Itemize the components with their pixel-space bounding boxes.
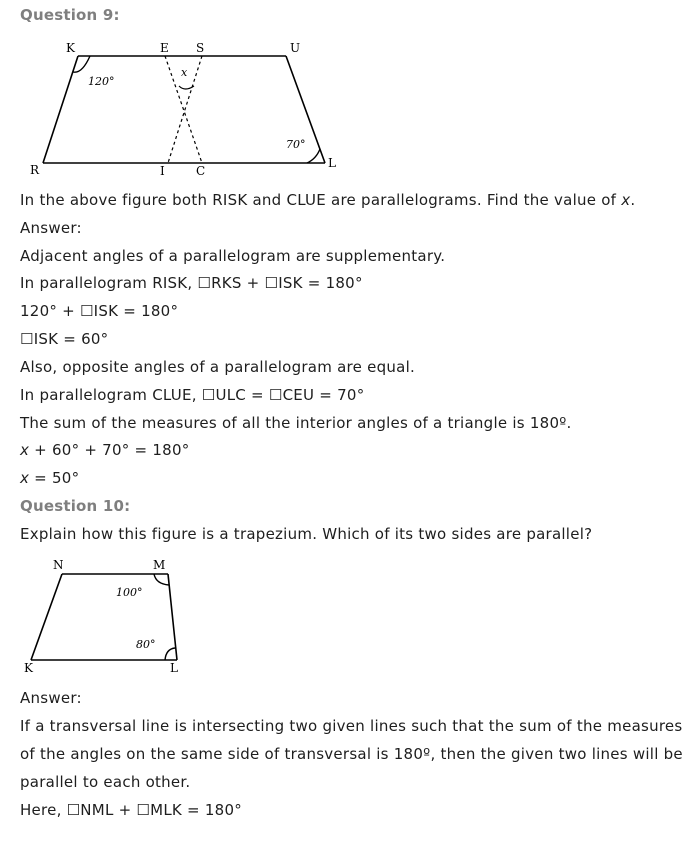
q9-line: In parallelogram CLUE, ☐ULC = ☐CEU = 70° xyxy=(20,386,365,404)
label-l2: L xyxy=(170,661,178,675)
q9-question: In the above figure both RISK and CLUE are parallelograms. Find the value of x. xyxy=(20,191,636,209)
q9-line: The sum of the measures of all the interior angles of a triangle is 180º. xyxy=(20,414,572,432)
q9-line: 120° + ☐ISK = 180° xyxy=(20,302,179,320)
label-r: R xyxy=(30,163,40,177)
label-n: N xyxy=(53,558,64,572)
q9-answer-label: Answer: xyxy=(20,219,82,237)
q10-line: Here, ☐NML + ☐MLK = 180° xyxy=(20,801,242,819)
angle-m-label: 100° xyxy=(116,586,143,599)
q9-line: In parallelogram RISK, ☐RKS + ☐ISK = 180° xyxy=(20,274,363,292)
trapezium-figure xyxy=(20,554,200,680)
q10-line: If a transversal line is intersecting two given lines such that the sum of the measures xyxy=(20,717,683,735)
q9-line: ☐ISK = 60° xyxy=(20,330,109,348)
q9-equation-2: x = 50° xyxy=(20,469,80,487)
label-m: M xyxy=(153,558,166,572)
angle-k-label: 120° xyxy=(88,75,115,88)
label-k2: K xyxy=(24,661,33,675)
label-e: E xyxy=(160,41,169,55)
q10-line: parallel to each other. xyxy=(20,773,191,791)
label-l: L xyxy=(328,156,336,170)
label-i: I xyxy=(160,164,165,178)
label-k: K xyxy=(66,41,75,55)
angle-l-label: 70° xyxy=(286,138,306,151)
q10-line: of the angles on the same side of transversal is 180º, then the given two lines will be xyxy=(20,745,683,763)
q9-line: Adjacent angles of a parallelogram are supplementary. xyxy=(20,247,446,265)
q10-question: Explain how this figure is a trapezium. Which of its two sides are parallel? xyxy=(20,525,593,543)
label-x: x xyxy=(181,66,188,79)
parallelograms-figure xyxy=(20,36,350,178)
q9-line: Also, opposite angles of a parallelogram are equal. xyxy=(20,358,416,376)
question-10-heading: Question 10: xyxy=(20,497,131,515)
q10-answer-label: Answer: xyxy=(20,689,82,707)
angle-l-label: 80° xyxy=(136,638,156,651)
label-u: U xyxy=(290,41,301,55)
question-9-heading: Question 9: xyxy=(20,6,120,24)
label-s: S xyxy=(196,41,205,55)
label-c: C xyxy=(196,164,206,178)
q9-equation-1: x + 60° + 70° = 180° xyxy=(20,441,190,459)
